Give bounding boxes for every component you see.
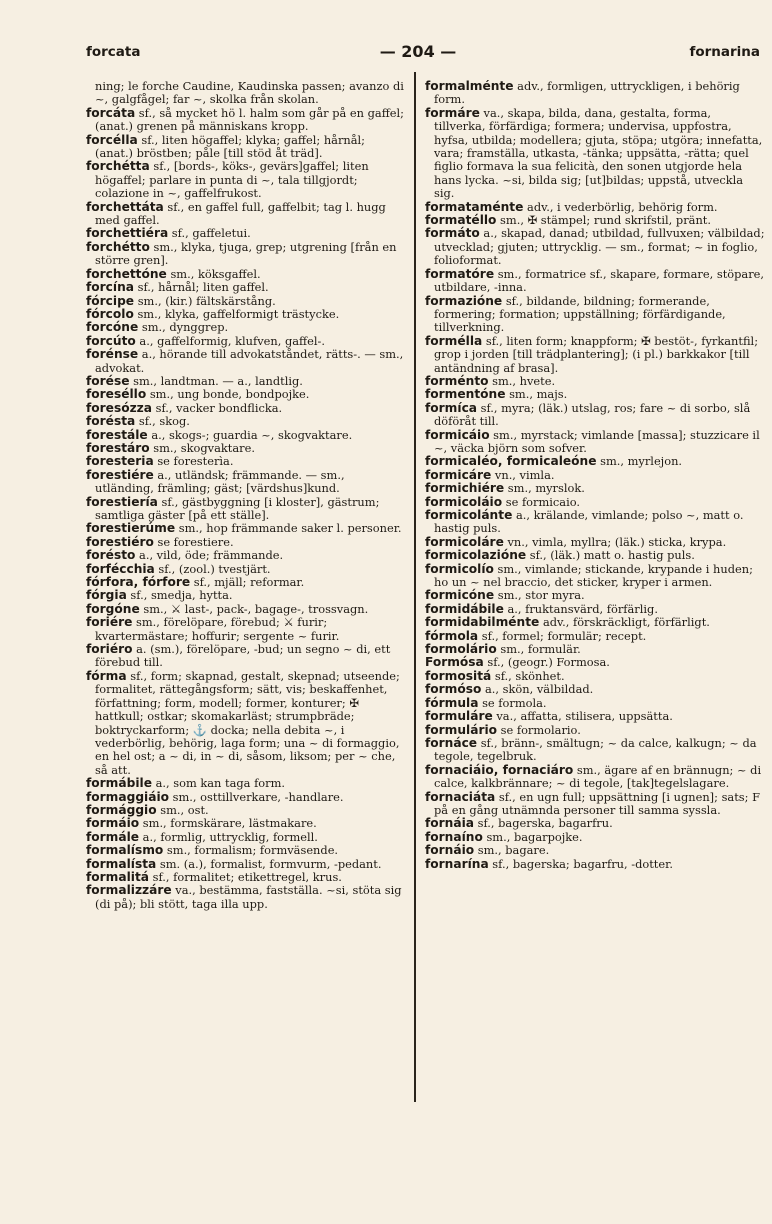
- entry-definition: se formicaio.: [502, 494, 581, 509]
- entry-headword: forchétto: [86, 239, 150, 254]
- entry-headword: forcélla: [86, 132, 138, 147]
- entry-headword: formazióne: [425, 293, 503, 308]
- entry-headword: foresózza: [86, 400, 152, 415]
- entry-definition: sf., hårnål; liten gaffel.: [134, 280, 269, 295]
- dictionary-entry: [86, 375, 404, 388]
- dictionary-entry: [86, 496, 404, 523]
- entry-headword: formicoláre: [425, 534, 504, 549]
- entry-headword: formággio: [86, 802, 157, 817]
- dictionary-entry: [86, 402, 404, 415]
- entry-definition: sm., dynggrep.: [138, 320, 229, 335]
- dictionary-entry: [86, 227, 404, 240]
- entry-definition: sf., skönhet.: [491, 668, 565, 683]
- entry-definition: sf., vacker bondflicka.: [152, 400, 283, 415]
- entry-definition: sf., myra; (läk.) utslag, ros; fare ~ di sorbo, slå döföråt till.: [434, 400, 751, 429]
- dictionary-entry: [425, 589, 765, 602]
- dictionary-entry: [86, 321, 404, 334]
- entry-definition: va., affatta, stilisera, uppsätta.: [492, 709, 673, 724]
- dictionary-entry: [425, 630, 765, 643]
- entry-definition: sm., myrlejon.: [596, 454, 683, 469]
- entry-definition: sf., [bords-, köks-, gevärs]gaffel; liten högaffel; parlare in punta di ~, tala tillgjordt; colazione in ~, gaffelfrukost.: [95, 159, 369, 201]
- entry-headword: forestiéro: [86, 534, 154, 549]
- entry-headword: formuláre: [425, 709, 493, 724]
- entry-headword: fornarína: [425, 856, 489, 871]
- entry-headword: forchettiéra: [86, 226, 169, 241]
- entry-headword: formáre: [425, 105, 480, 120]
- entry-definition: sf., form; skapnad, gestalt, skepnad; utseende; formalitet, rättegångsform; sätt, vis; beskaffenhet, författning; form, modell; former, konturer; ✠ hattkull; ostkar; skomakarläst; strumpbräde; boktryckarform; ⚓ docka; nella debita ~, i vederbörlig, behörig, laga form; una ~ di formaggio, en hel ost; a ~ di, in ~ di, såsom, liksom; per ~ che, så att.: [95, 668, 400, 777]
- dictionary-entry: [86, 831, 404, 844]
- entry-headword: fornaíno: [425, 829, 483, 844]
- entry-headword: forménto: [425, 373, 489, 388]
- dictionary-entry: [86, 160, 404, 200]
- dictionary-entry: [425, 791, 765, 818]
- entry-definition: sf., bagerska, bagarfru.: [474, 816, 613, 831]
- entry-headword: formále: [86, 829, 140, 844]
- entry-headword: formalísmo: [86, 843, 164, 858]
- dictionary-entry: [425, 402, 765, 429]
- dictionary-entry: [86, 268, 404, 281]
- entry-headword: Formósa: [425, 655, 484, 670]
- entry-headword: formentóne: [425, 387, 506, 402]
- entry-headword: formulário: [425, 722, 498, 737]
- entry-definition: sm., landtman. — a., landtlig.: [129, 373, 303, 388]
- dictionary-entry: [425, 107, 765, 201]
- entry-headword: formolário: [425, 642, 497, 657]
- entry-definition: sm., formatrice sf., skapare, formare, stöpare, utbildare, -inna.: [434, 266, 765, 295]
- dictionary-entry: [86, 804, 404, 817]
- dictionary-entry: [425, 496, 765, 509]
- entry-definition: a., skön, välbildad.: [481, 682, 594, 697]
- entry-definition: sf., bagerska; bagarfru, -dotter.: [488, 856, 673, 871]
- dictionary-entry: [425, 201, 765, 214]
- dictionary-entry: [425, 509, 765, 536]
- dictionary-entry: [425, 536, 765, 549]
- entry-definition: sf., gästbyggning [i kloster], gästrum; samtliga gäster [på ett ställe].: [95, 494, 380, 522]
- entry-definition: sm. (a.), formalist, formvurm, -pedant.: [156, 856, 382, 871]
- entry-definition: sf., (geogr.) Formosa.: [483, 655, 610, 670]
- entry-definition: se formolario.: [497, 722, 581, 737]
- dictionary-entry: [425, 697, 765, 710]
- entry-headword: fórfora, fórfore: [86, 575, 191, 590]
- entry-definition: sm., ung bonde, bondpojke.: [146, 387, 310, 402]
- entry-headword: forfécchia: [86, 561, 155, 576]
- dictionary-entry: [425, 737, 765, 764]
- dictionary-entry: [425, 643, 765, 656]
- dictionary-entry: [425, 616, 765, 629]
- dictionary-entry: [425, 214, 765, 227]
- entry-headword: fornáia: [425, 816, 474, 831]
- dictionary-entry: [425, 429, 765, 456]
- entry-headword: formichiére: [425, 481, 505, 496]
- entry-headword: formidabilménte: [425, 615, 540, 630]
- dictionary-entry: [86, 871, 404, 884]
- entry-definition: a., skapad, danad; utbildad, fullvuxen; välbildad; utvecklad; gjuten; uttrycklig. — sm., format; ~ in foglio, folioformat.: [434, 226, 765, 268]
- entry-headword: forcína: [86, 280, 134, 295]
- entry-definition: sm., ost.: [156, 802, 209, 817]
- column-divider: [414, 72, 416, 1102]
- entry-definition: sm., myrslok.: [504, 481, 585, 496]
- entry-definition: adv., i vederbörlig, behörig form.: [523, 199, 718, 214]
- entry-headword: fórcipe: [86, 293, 135, 308]
- dictionary-entry: [86, 241, 404, 268]
- dictionary-entry: [86, 603, 404, 616]
- entry-definition: vn., vimla.: [491, 467, 555, 482]
- entry-definition: a., skogs-; guardia ~, skogvaktare.: [147, 427, 353, 442]
- entry-headword: foriéro: [86, 642, 133, 657]
- dictionary-entry: [425, 455, 765, 468]
- entry-definition: sm., bagarpojke.: [482, 829, 583, 844]
- dictionary-entry: [86, 817, 404, 830]
- entry-definition: a., formlig, uttrycklig, formell.: [139, 829, 318, 844]
- dictionary-entry: [425, 549, 765, 562]
- entry-headword: formicolío: [425, 561, 494, 576]
- entry-definition: a., utländsk; främmande. — sm., utländing, främling; gäst; [värdshus]kund.: [95, 467, 345, 496]
- entry-definition: sm., formskärare, lästmakare.: [139, 816, 317, 831]
- entry-headword: fórma: [86, 668, 127, 683]
- entry-headword: formóso: [425, 682, 482, 697]
- dictionary-entry: [425, 858, 765, 871]
- entry-headword: forcóne: [86, 320, 139, 335]
- entry-headword: formicoláio: [425, 494, 503, 509]
- dictionary-entry: [425, 268, 765, 295]
- entry-headword: fornáio: [425, 843, 475, 858]
- dictionary-entry: [86, 348, 404, 375]
- entry-definition: sm., hop främmande saker l. personer.: [175, 521, 402, 536]
- entry-headword: formicolazióne: [425, 548, 527, 563]
- entry-headword: formicóne: [425, 588, 495, 603]
- dictionary-entry: [86, 791, 404, 804]
- entry-headword: formáio: [86, 816, 140, 831]
- entry-definition: sm., ägare af en brännugn; ~ di calce, kalkbrännare; ~ di tegole, [tak]tegelslagare.: [434, 762, 762, 791]
- dictionary-entry: [86, 589, 404, 602]
- dictionary-entry: [86, 884, 404, 911]
- dictionary-entry: [86, 777, 404, 790]
- dictionary-entry: [86, 469, 404, 496]
- dictionary-entry: [425, 764, 765, 791]
- entry-definition: sf., smedja, hytta.: [126, 588, 233, 603]
- entry-definition: sm., (kir.) fältskärstång.: [134, 293, 276, 308]
- dictionary-entry: [425, 656, 765, 669]
- entry-definition: sf., liten högaffel; klyka; gaffel; hårnål; (anat.) bröstben; påle [till stöd åt träd].: [95, 132, 366, 161]
- dictionary-entry: [425, 831, 765, 844]
- entry-headword: formicáre: [425, 467, 492, 482]
- dictionary-entry: [86, 415, 404, 428]
- entry-definition: sf., en gaffel full, gaffelbit; tag l. hugg med gaffel.: [95, 199, 386, 228]
- entry-headword: foreséllo: [86, 387, 147, 402]
- entry-definition: sf., (läk.) matt o. hastig puls.: [526, 548, 695, 563]
- dictionary-entry: [86, 201, 404, 228]
- entry-definition: sf., mjäll; reformar.: [190, 575, 305, 590]
- entry-headword: fornaciáta: [425, 789, 496, 804]
- entry-definition: vn., vimla, myllra; (läk.) sticka, krypa.: [503, 534, 727, 549]
- entry-headword: fórcolo: [86, 306, 134, 321]
- entry-headword: fórmola: [425, 628, 479, 643]
- entry-definition: adv., förskräckligt, förfärligt.: [539, 615, 710, 630]
- dictionary-entry: [86, 643, 404, 670]
- dictionary-entry: [425, 227, 765, 267]
- entry-definition: sm., klyka, gaffelformigt trästycke.: [133, 306, 340, 321]
- entry-headword: formicáio: [425, 427, 490, 442]
- dictionary-entry: [425, 844, 765, 857]
- entry-headword: formalísta: [86, 856, 157, 871]
- dictionary-entry: [86, 563, 404, 576]
- entry-headword: formáto: [425, 226, 480, 241]
- dictionary-entry: [86, 536, 404, 549]
- dictionary-entry: [86, 295, 404, 308]
- entry-headword: forénse: [86, 347, 139, 362]
- entry-headword: fornáce: [425, 735, 478, 750]
- entry-definition: sm., ⚔ last-, pack-, bagage-, trossvagn.: [139, 601, 369, 616]
- dictionary-entry: [86, 576, 404, 589]
- entry-headword: formalizzáre: [86, 883, 172, 898]
- dictionary-entry: [425, 603, 765, 616]
- entry-headword: formíca: [425, 400, 478, 415]
- dictionary-entry: [86, 670, 404, 777]
- entry-definition: sf., en ugn full; uppsättning [i ugnen]; sats; F på en gång utnämnda personer till samma syssla.: [434, 789, 760, 817]
- entry-definition: sf., bildande, bildning; formerande, formering; formation; uppställning; förfärdigande, tillverkning.: [434, 293, 726, 335]
- dictionary-entry: [86, 858, 404, 871]
- dictionary-entry: [425, 295, 765, 335]
- entry-definition: sm., hvete.: [488, 373, 556, 388]
- dictionary-entry: [86, 335, 404, 348]
- entry-headword: formositá: [425, 668, 492, 683]
- entry-headword: forchettáta: [86, 199, 164, 214]
- entry-definition: se forestiere.: [153, 534, 234, 549]
- dictionary-entry: [86, 281, 404, 294]
- dictionary-entry: [86, 80, 404, 107]
- entry-definition: a., fruktansvärd, förfärlig.: [503, 601, 658, 616]
- entry-headword: formalménte: [425, 80, 514, 93]
- entry-headword: formalitá: [86, 869, 150, 884]
- dictionary-entry: [86, 549, 404, 562]
- entry-headword: forestále: [86, 427, 148, 442]
- entry-definition: sm., majs.: [505, 387, 568, 402]
- dictionary-entry: [86, 134, 404, 161]
- entry-definition: sm., formalism; formväsende.: [163, 843, 339, 858]
- entry-headword: formidábile: [425, 601, 504, 616]
- entry-definition: ning; le forche Caudine, Kaudinska passen; avanzo di ~, galgfågel; far ~, skolka från skolan.: [95, 80, 404, 107]
- entry-definition: sf., skog.: [135, 414, 190, 429]
- dictionary-entry: [425, 710, 765, 723]
- entry-definition: adv., formligen, uttryckligen, i behörig form.: [434, 80, 740, 107]
- entry-definition: se formola.: [478, 695, 547, 710]
- dictionary-entry: [86, 107, 404, 134]
- dictionary-entry: [425, 670, 765, 683]
- dictionary-entry: [425, 724, 765, 737]
- entry-definition: sm., stor myra.: [494, 588, 585, 603]
- entry-headword: forgóne: [86, 601, 140, 616]
- entry-headword: formicolánte: [425, 508, 513, 522]
- entry-definition: sf., formalitet; etikettregel, krus.: [149, 869, 342, 884]
- dictionary-entry: [86, 388, 404, 401]
- dictionary-entry: [86, 844, 404, 857]
- entry-headword: fórmula: [425, 695, 479, 710]
- entry-headword: forése: [86, 373, 130, 388]
- entry-headword: formataménte: [425, 199, 524, 214]
- dictionary-entry: [425, 482, 765, 495]
- entry-definition: sm., bagare.: [474, 843, 550, 858]
- entry-definition: sm., osttillverkare, -handlare.: [169, 789, 344, 804]
- left-column: [86, 80, 404, 1200]
- page-number: — 204 —: [379, 42, 457, 61]
- entry-headword: fórgia: [86, 588, 127, 603]
- entry-definition: sf., liten form; knappform; ✠ bestöt-, fyrkantfil; grop i jorden [till trädplantering]; (i pl.) barkkakor [till antändning af brasa].: [434, 333, 759, 375]
- dictionary-entry: [425, 375, 765, 388]
- entry-definition: sf., bränn-, smältugn; ~ da calce, kalkugn; ~ da tegole, tegelbruk.: [434, 735, 757, 764]
- dictionary-entry: [425, 80, 765, 107]
- entry-headword: forestáro: [86, 440, 150, 455]
- entry-headword: formatóre: [425, 266, 495, 281]
- entry-definition: sm., köksgaffel.: [166, 266, 261, 281]
- entry-definition: sm., klyka, tjuga, grep; utgrening [från en större gren].: [95, 239, 397, 268]
- dictionary-entry: [86, 308, 404, 321]
- dictionary-entry: [425, 683, 765, 696]
- entry-headword: fornaciáio, fornaciáro: [425, 762, 574, 777]
- entry-definition: sm., skogvaktare.: [149, 440, 255, 455]
- entry-definition: sm., vimlande; stickande, krypande i huden; ho un ~ nel braccio, det sticker, kryper i armen.: [434, 561, 753, 590]
- dictionary-entry: [86, 455, 404, 468]
- dictionary-entry: [86, 616, 404, 643]
- entry-definition: a. (sm.), förelöpare, -bud; un segno ~ di, ett förebud till.: [95, 642, 391, 670]
- entry-definition: a., gaffelformig, klufven, gaffel-.: [135, 333, 326, 348]
- dictionary-entry: [425, 335, 765, 375]
- dictionary-entry: [86, 522, 404, 535]
- entry-definition: sf., gaffeletui.: [168, 226, 251, 241]
- entry-headword: forestiería: [86, 494, 158, 509]
- entry-headword: formélla: [425, 333, 483, 348]
- entry-headword: formicaléo, formicaleóne: [425, 454, 597, 469]
- entry-headword: formábile: [86, 776, 152, 791]
- entry-definition: sf., (zool.) tvestjärt.: [154, 561, 271, 576]
- entry-headword: forestiére: [86, 467, 154, 482]
- entry-definition: va., bestämma, fastställa. ~si, stöta sig (di på); bli stött, taga illa upp.: [95, 883, 402, 911]
- running-head-left: forcata: [86, 44, 141, 60]
- dictionary-entry: [425, 469, 765, 482]
- entry-headword: formatéllo: [425, 213, 497, 228]
- entry-headword: foriére: [86, 615, 133, 630]
- entry-definition: sm., myrstack; vimlande [massa]; stuzzicare il ~, väcka björn som sofver.: [434, 427, 760, 455]
- entry-definition: a., vild, öde; främmande.: [135, 548, 284, 563]
- right-column: [425, 80, 765, 1200]
- dictionary-entry: [86, 429, 404, 442]
- entry-headword: forestierúme: [86, 521, 176, 536]
- page-header: [72, 42, 764, 72]
- entry-headword: forchétta: [86, 159, 150, 174]
- dictionary-entry: [425, 817, 765, 830]
- entry-definition: sm., ✠ stämpel; rund skrifstil, pränt.: [496, 213, 711, 228]
- dictionary-entry: [86, 442, 404, 455]
- entry-definition: a., krälande, vimlande; polso ~, matt o. hastig puls.: [434, 508, 744, 536]
- entry-headword: formaggiáio: [86, 789, 170, 804]
- entry-definition: a., som kan taga form.: [151, 776, 286, 791]
- entry-definition: a., hörande till advokatståndet, rätts-. — sm., advokat.: [95, 347, 404, 375]
- entry-definition: va., skapa, bilda, dana, gestalta, forma, tillverka, förfärdiga; formera; undervisa, uppfostra, hyfsa, utbilda; modellera; gjuta, stöpa; utgöra; innefatta, vara; framställa, utkasta, -tänka; uppsätta, -rätta; quel figlio formava la sua felicità, den sonen utgjorde hela hans lycka. ~si, bilda sig; [ut]bildas; uppstå, utveckla sig.: [434, 105, 763, 201]
- running-head-right: fornarina: [689, 44, 760, 60]
- entry-headword: forésta: [86, 414, 136, 429]
- entry-headword: forcúto: [86, 333, 136, 348]
- entry-definition: sf., så mycket hö l. halm som går på en gaffel; (anat.) grenen på människans kropp.: [95, 105, 404, 134]
- entry-definition: sm., förelöpare, förebud; ⚔ furir; kvartermästare; hoffurir; sergente ~ furir.: [95, 615, 340, 643]
- entry-headword: forchettóne: [86, 266, 167, 281]
- entry-headword: forésto: [86, 548, 136, 563]
- entry-headword: forcáta: [86, 105, 136, 120]
- entry-headword: foresteria: [86, 454, 154, 469]
- entry-definition: sm., formulär.: [496, 642, 581, 657]
- dictionary-entry: [425, 563, 765, 590]
- entry-definition: se foresterìa.: [153, 454, 234, 469]
- entry-definition: sf., formel; formulär; recept.: [478, 628, 647, 643]
- dictionary-entry: [425, 388, 765, 401]
